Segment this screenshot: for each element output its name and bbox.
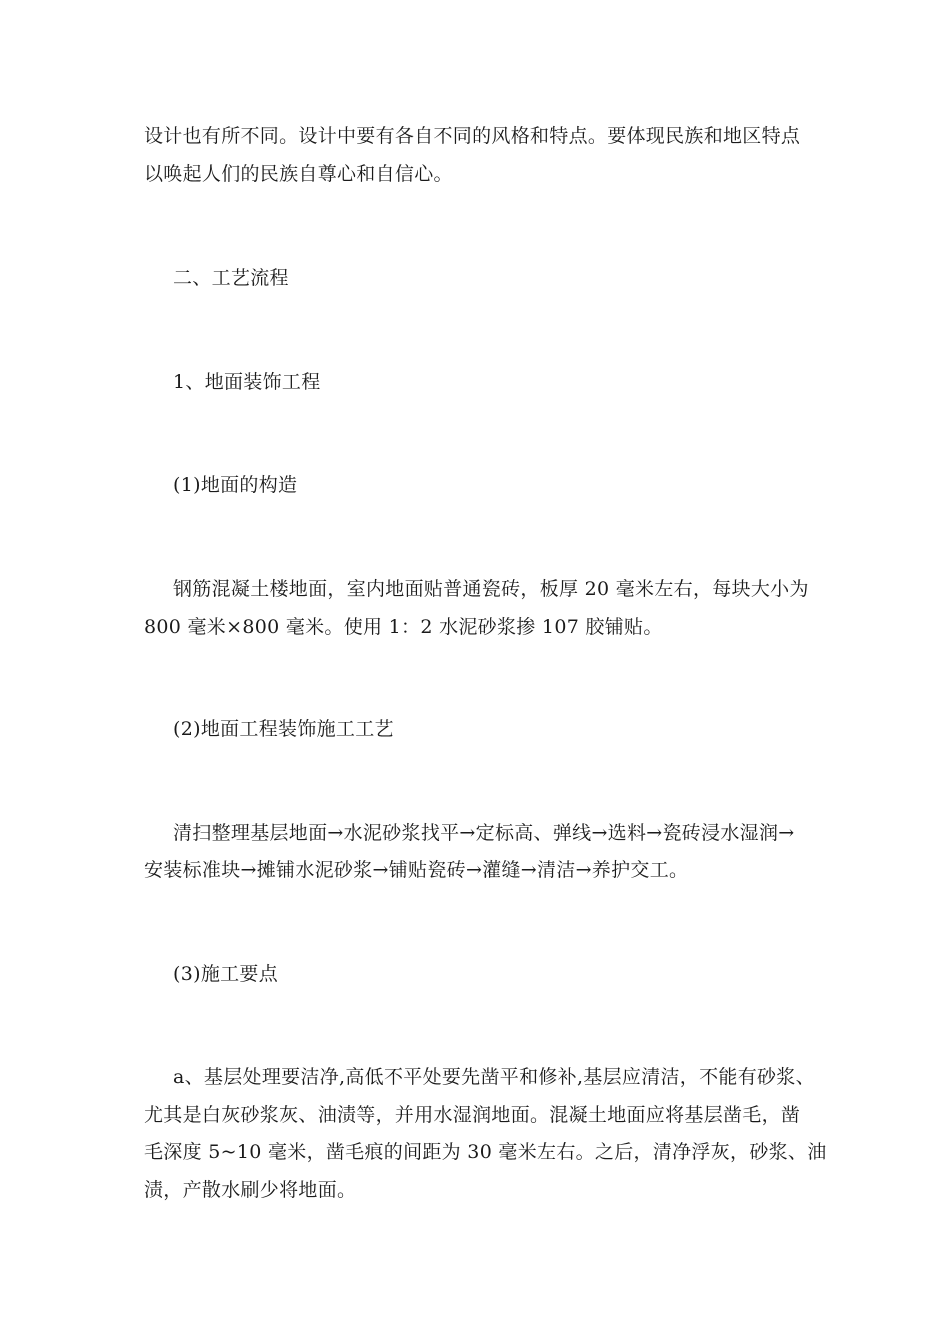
item2-paragraph-line-1: 清扫整理基层地面→水泥砂浆找平→定标高、弹线→选料→瓷砖浸水湿润→	[173, 822, 795, 844]
intro-line-1: 设计也有所不同。设计中要有各自不同的风格和特点。要体现民族和地区特点	[144, 125, 801, 147]
item2-heading: (2)地面工程装饰施工工艺	[173, 718, 394, 740]
item1-heading: (1)地面的构造	[173, 474, 298, 496]
item3-paragraph-line-1: a、基层处理要洁净,高低不平处要先凿平和修补,基层应清洁，不能有砂浆、	[173, 1066, 815, 1088]
item2-paragraph-line-2: 安装标准块→摊铺水泥砂浆→铺贴瓷砖→灌缝→清洁→养护交工。	[144, 859, 689, 881]
item3-paragraph-line-4: 渍，产散水刷少将地面。	[144, 1179, 357, 1201]
item3-heading: (3)施工要点	[173, 963, 279, 985]
section-heading: 二、工艺流程	[173, 267, 289, 289]
intro-line-2: 以唤起人们的民族自尊心和自信心。	[144, 163, 453, 185]
item1-paragraph-line-1: 钢筋混凝土楼地面，室内地面贴普通瓷砖，板厚 20 毫米左右，每块大小为	[173, 578, 809, 600]
item3-paragraph-line-3: 毛深度 5~10 毫米，凿毛痕的间距为 30 毫米左右。之后，清净浮灰，砂浆、油	[144, 1141, 827, 1163]
item1-paragraph-line-2: 800 毫米×800 毫米。使用 1：2 水泥砂浆掺 107 胶铺贴。	[144, 616, 663, 638]
subsection-heading: 1、地面装饰工程	[173, 371, 321, 393]
item3-paragraph-line-2: 尤其是白灰砂浆灰、油渍等，并用水湿润地面。混凝土地面应将基层凿毛，凿	[144, 1104, 801, 1126]
